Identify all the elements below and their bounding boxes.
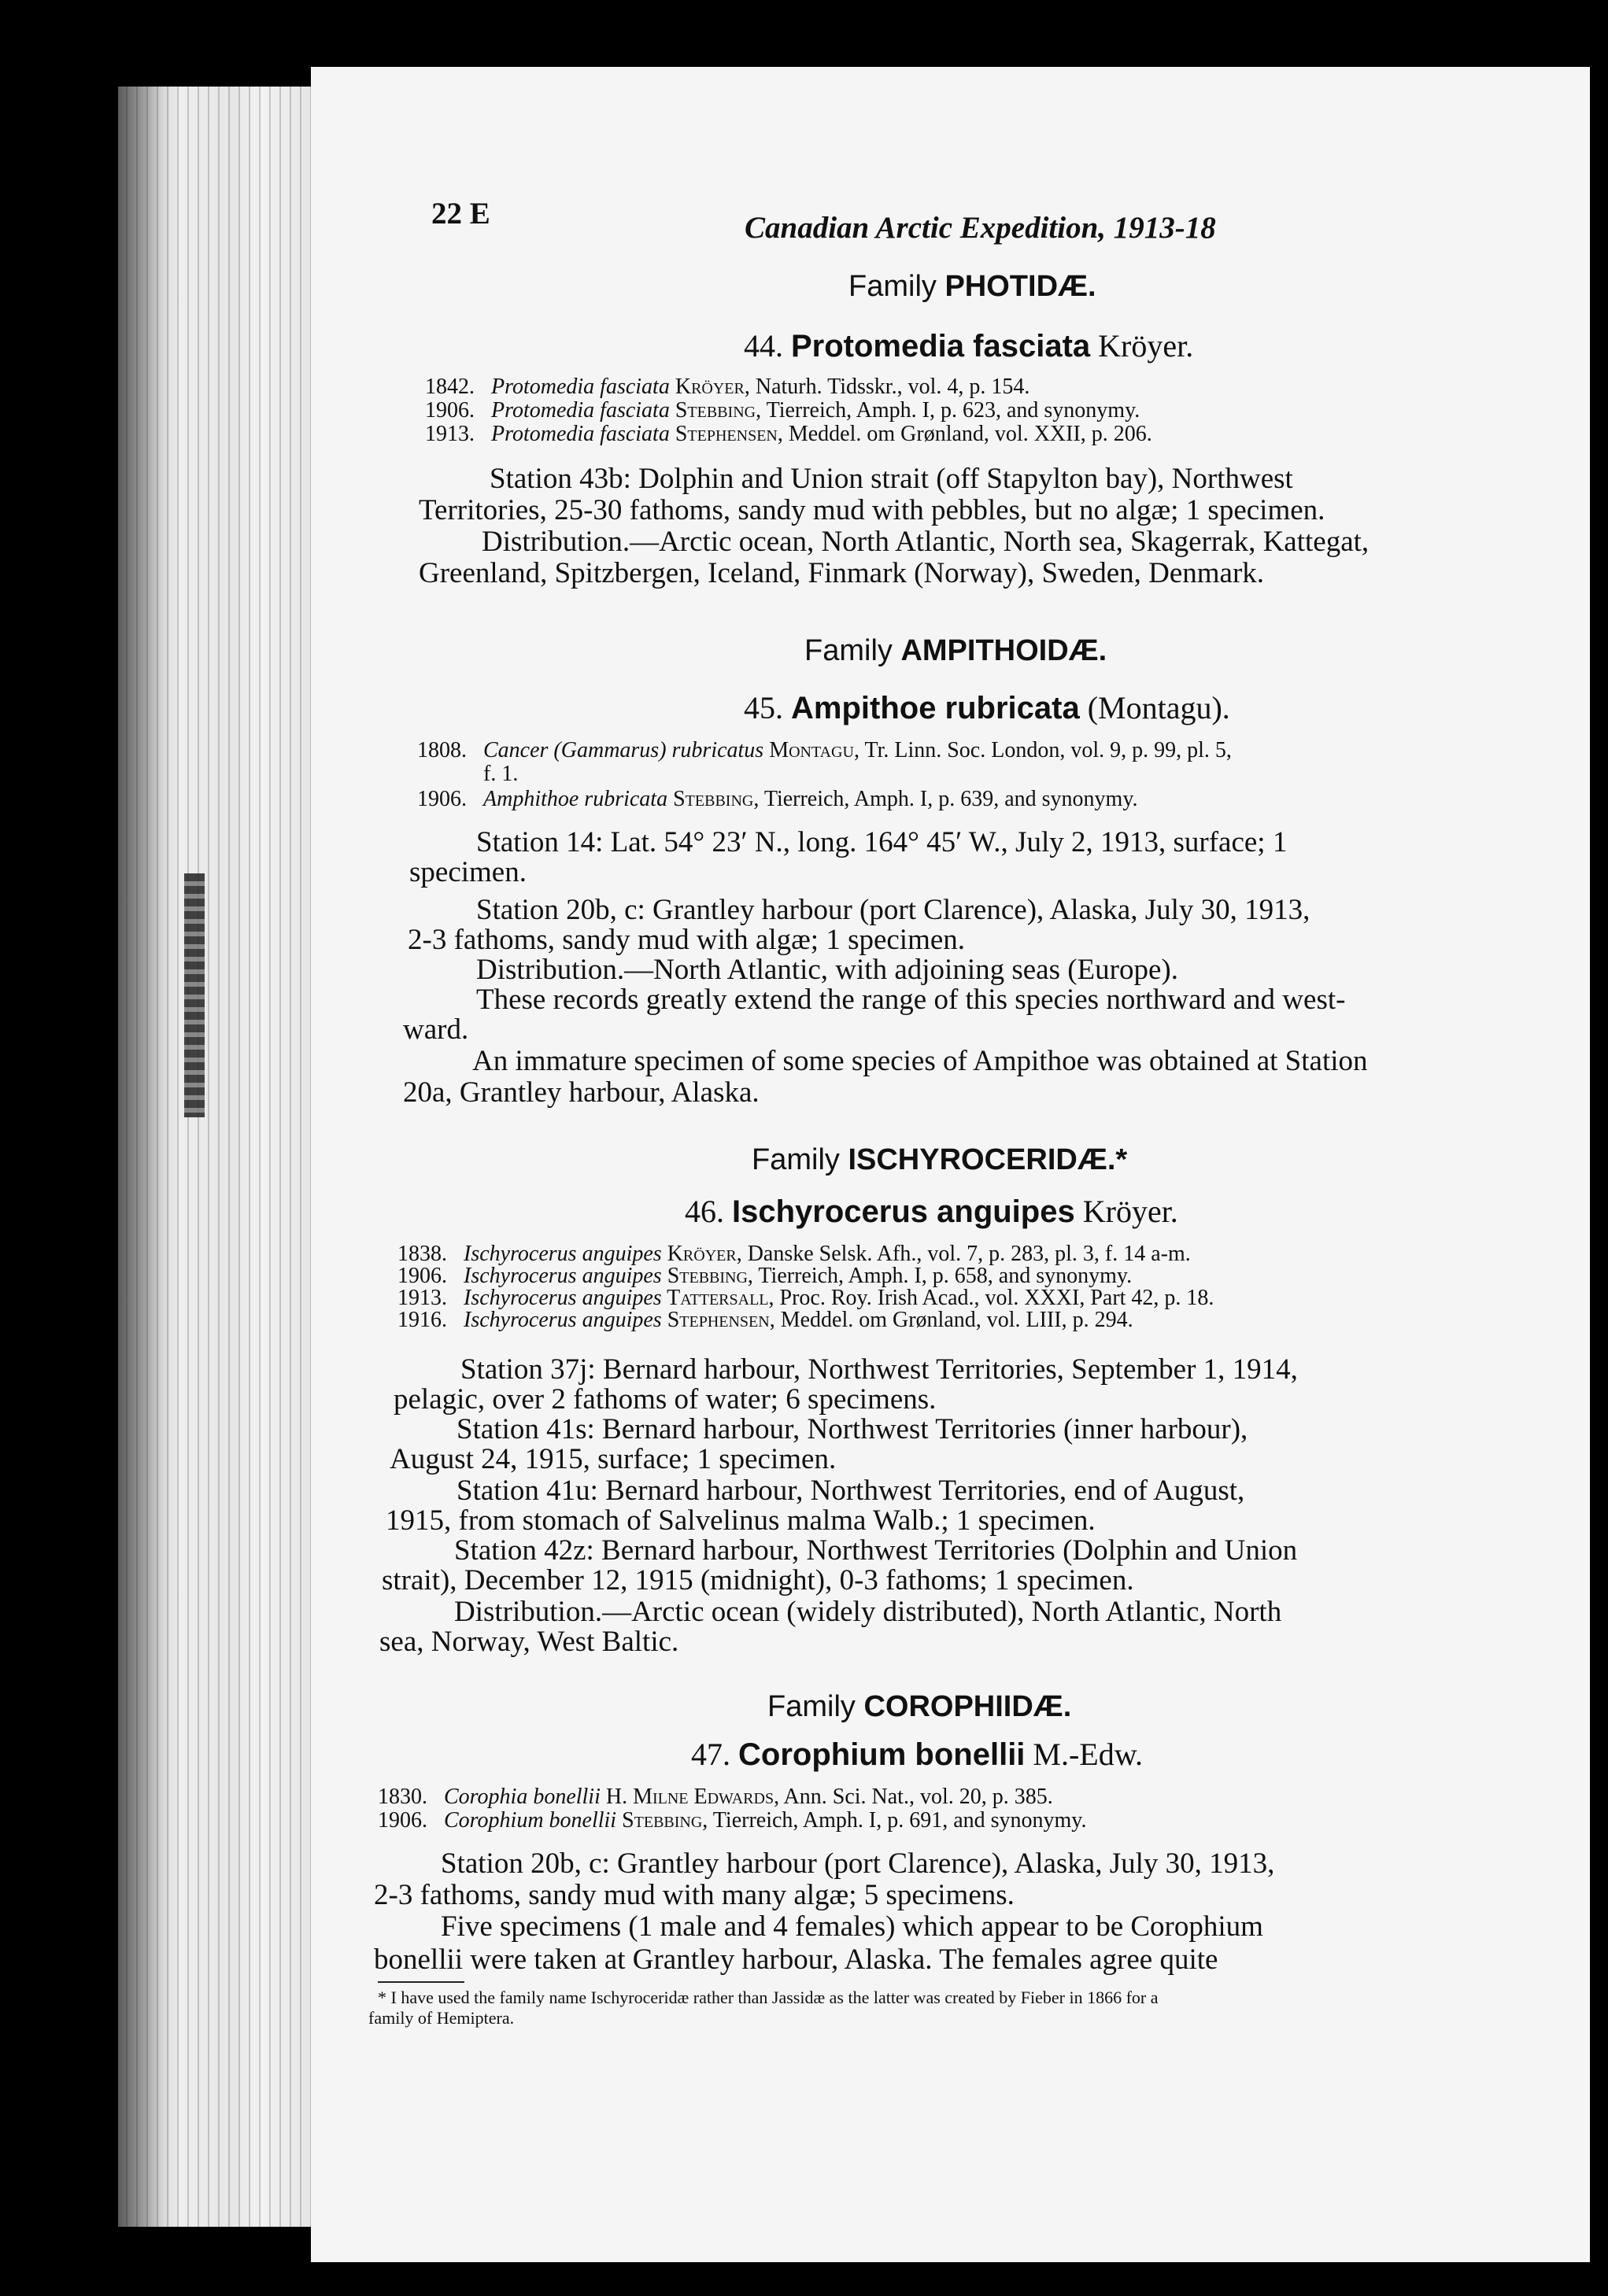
ref-author: H. Milne Edwards, — [600, 1785, 780, 1809]
paragraph-line: August 24, 1915, surface; 1 specimen. — [390, 1443, 837, 1475]
paragraph-line: 2-3 fathoms, sandy mud with algæ; 1 specimen. — [408, 924, 966, 956]
family-name: AMPITHOIDÆ. — [900, 634, 1107, 667]
species-number: 46. — [685, 1194, 732, 1229]
paragraph-line: Distribution.—Arctic ocean (widely distributed), North Atlantic, North — [454, 1596, 1282, 1628]
ref-author: Kröyer, — [669, 375, 750, 399]
species-heading — [744, 330, 1193, 362]
footnote-line: * I have used the family name Ischyroceridæ rather than Jassidæ as the latter was created by Fieber in 1866 for a — [378, 1988, 1159, 2007]
paragraph-line: Station 37j: Bernard harbour, Northwest Territories, September 1, 1914, — [460, 1353, 1298, 1386]
paragraph-line: Five specimens (1 male and 4 females) which appear to be Corophium — [441, 1910, 1263, 1943]
ref-citation: Naturh. Tidsskr., vol. 4, p. 154. — [749, 375, 1030, 399]
paragraph-line: Station 41s: Bernard harbour, Northwest Territories (inner harbour), — [457, 1413, 1248, 1445]
paragraph-line: These records greatly extend the range of this species northward and west- — [476, 984, 1346, 1016]
ref-taxon: Ischyrocerus anguipes — [464, 1286, 662, 1310]
footnote-rule — [378, 1981, 464, 1983]
paragraph-line: 2-3 fathoms, sandy mud with many algæ; 5 specimens. — [374, 1879, 1015, 1911]
species-author: M.-Edw. — [1025, 1737, 1144, 1772]
family-name: ISCHYROCERIDÆ.* — [848, 1143, 1128, 1176]
ref-citation: Meddel. om Grønland, vol. LIII, p. 294. — [774, 1308, 1133, 1332]
species-number: 45. — [744, 690, 791, 725]
reference-line — [397, 1265, 1132, 1287]
paragraph-line: Greenland, Spitzbergen, Iceland, Finmark (Norway), Sweden, Denmark. — [419, 557, 1265, 589]
paragraph-line: Station 41u: Bernard harbour, Northwest Territories, end of August, — [457, 1475, 1245, 1507]
ref-year: 1906. — [397, 1264, 447, 1288]
ref-author: Stebbing, — [661, 1264, 753, 1288]
ref-author: Stebbing, — [669, 398, 762, 423]
page-edges — [126, 87, 315, 2227]
ref-taxon: Corophia bonellii — [444, 1785, 601, 1809]
ref-taxon: Ischyrocerus anguipes — [464, 1308, 662, 1332]
paragraph-line: strait), December 12, 1915 (midnight), 0-3 fathoms; 1 specimen. — [382, 1564, 1134, 1596]
ref-taxon: Cancer (Gammarus) rubricatus — [483, 738, 764, 762]
paragraph-line: sea, Norway, West Baltic. — [379, 1626, 679, 1658]
species-name: Ampithoe rubricata — [791, 691, 1080, 725]
page-number: 22 E — [431, 197, 490, 231]
ref-author: Stebbing, — [667, 787, 760, 811]
ref-author: Stephensen, — [669, 422, 783, 446]
ref-year: 1838. — [397, 1242, 447, 1266]
family-heading — [752, 1145, 1127, 1175]
ref-author: Montagu, — [763, 738, 859, 762]
reference-line — [397, 1243, 1191, 1265]
reference-line — [425, 376, 1029, 398]
ref-taxon: Protomedia fasciata — [491, 422, 670, 446]
species-name: Protomedia fasciata — [791, 329, 1091, 364]
ref-taxon: Protomedia fasciata — [491, 375, 670, 399]
ref-citation: Proc. Roy. Irish Acad., vol. XXXI, Part 42, p. 18. — [774, 1286, 1214, 1310]
species-author: Kröyer. — [1074, 1194, 1178, 1229]
family-prefix: Family — [804, 634, 901, 667]
paragraph-line: specimen. — [409, 856, 527, 888]
species-number: 47. — [691, 1737, 738, 1772]
ref-year: 1916. — [397, 1308, 447, 1332]
ref-citation: Danske Selsk. Afh., vol. 7, p. 283, pl. 3, f. 14 a-m. — [741, 1242, 1191, 1266]
ref-taxon: Corophium bonellii — [444, 1808, 617, 1833]
ref-taxon: Amphithoe rubricata — [483, 787, 668, 811]
paragraph-line: Station 43b: Dolphin and Union strait (off Stapylton bay), Northwest — [490, 463, 1293, 495]
reference-line — [397, 1287, 1214, 1309]
reference-line — [425, 400, 1140, 422]
paragraph-line: Distribution.—Arctic ocean, North Atlantic, North sea, Skagerrak, Kattegat, — [482, 526, 1370, 558]
paragraph-line: 1915, from stomach of Salvelinus malma Walb.; 1 specimen. — [386, 1504, 1096, 1537]
ref-year: 1842. — [425, 375, 475, 399]
species-number: 44. — [744, 328, 791, 364]
footnote-line: family of Hemiptera. — [368, 2008, 515, 2028]
ref-citation: Meddel. om Grønland, vol. XXII, p. 206. — [782, 422, 1152, 446]
reference-line — [378, 1810, 1086, 1832]
reference-line — [417, 740, 1232, 762]
ref-year: 1906. — [378, 1808, 427, 1833]
species-heading — [685, 1196, 1178, 1227]
paragraph-line: Station 42z: Bernard harbour, Northwest Territories (Dolphin and Union — [454, 1534, 1298, 1567]
ref-taxon: Ischyrocerus anguipes — [464, 1264, 662, 1288]
reference-line — [425, 423, 1152, 445]
species-name: Ischyrocerus anguipes — [732, 1194, 1075, 1229]
ref-year: 1906. — [425, 398, 475, 423]
ref-citation: Ann. Sci. Nat., vol. 20, p. 385. — [779, 1785, 1053, 1809]
family-prefix: Family — [848, 270, 945, 303]
ref-year: 1830. — [378, 1785, 427, 1809]
ref-author: Tattersall, — [661, 1286, 774, 1310]
family-heading — [848, 271, 1096, 301]
paragraph-line: ward. — [403, 1013, 469, 1046]
family-prefix: Family — [752, 1143, 848, 1176]
ref-taxon: Ischyrocerus anguipes — [464, 1242, 662, 1266]
ref-year: 1913. — [397, 1286, 447, 1310]
species-name: Corophium bonellii — [738, 1737, 1026, 1772]
binding-stamp — [184, 873, 205, 1117]
family-name: PHOTIDÆ. — [944, 270, 1096, 303]
ref-year: 1913. — [425, 422, 475, 446]
family-prefix: Family — [767, 1690, 864, 1723]
ref-taxon: Protomedia fasciata — [491, 398, 670, 423]
family-heading — [767, 1692, 1071, 1722]
ref-year: 1808. — [417, 738, 467, 762]
paragraph-line: Distribution.—North Atlantic, with adjoining seas (Europe). — [476, 954, 1178, 986]
reference-line — [417, 788, 1138, 810]
reference-line — [378, 1786, 1053, 1808]
species-author: (Montagu). — [1079, 690, 1230, 725]
running-title: Canadian Arctic Expedition, 1913-18 — [745, 211, 1216, 245]
species-author: Kröyer. — [1090, 328, 1194, 364]
paragraph-line: Station 14: Lat. 54° 23′ N., long. 164° 45′ W., July 2, 1913, surface; 1 — [476, 826, 1288, 858]
paragraph-line: pelagic, over 2 fathoms of water; 6 specimens. — [394, 1383, 937, 1416]
paragraph-line: An immature specimen of some species of Ampithoe was obtained at Station — [472, 1045, 1368, 1077]
paragraph-line: Territories, 25-30 fathoms, sandy mud with pebbles, but no algæ; 1 specimen. — [419, 494, 1325, 526]
paragraph-line: bonellii were taken at Grantley harbour, Alaska. The females agree quite — [374, 1943, 1218, 1976]
reference-line — [397, 1309, 1133, 1331]
paragraph-line: Station 20b, c: Grantley harbour (port Clarence), Alaska, July 30, 1913, — [476, 894, 1310, 926]
family-heading — [804, 636, 1107, 666]
ref-author: Stebbing, — [616, 1808, 708, 1833]
ref-citation: Tierreich, Amph. I, p. 658, and synonymy. — [752, 1264, 1133, 1288]
paragraph-line: 20a, Grantley harbour, Alaska. — [403, 1076, 760, 1109]
species-heading — [744, 692, 1230, 724]
ref-year: 1906. — [417, 787, 467, 811]
ref-author: Stephensen, — [661, 1308, 775, 1332]
paragraph-line: Station 20b, c: Grantley harbour (port Clarence), Alaska, July 30, 1913, — [441, 1848, 1275, 1880]
reference-line-cont: f. 1. — [483, 762, 519, 786]
family-name: COROPHIIDÆ. — [863, 1690, 1072, 1723]
ref-citation: Tierreich, Amph. I, p. 623, and synonymy. — [761, 398, 1140, 423]
ref-author: Kröyer, — [661, 1242, 742, 1266]
ref-citation: Tierreich, Amph. I, p. 639, and synonymy. — [759, 787, 1138, 811]
ref-citation: Tr. Linn. Soc. London, vol. 9, p. 99, pl. 5, — [859, 738, 1232, 762]
ref-citation: Tierreich, Amph. I, p. 691, and synonymy. — [708, 1808, 1087, 1833]
species-heading — [691, 1739, 1143, 1770]
